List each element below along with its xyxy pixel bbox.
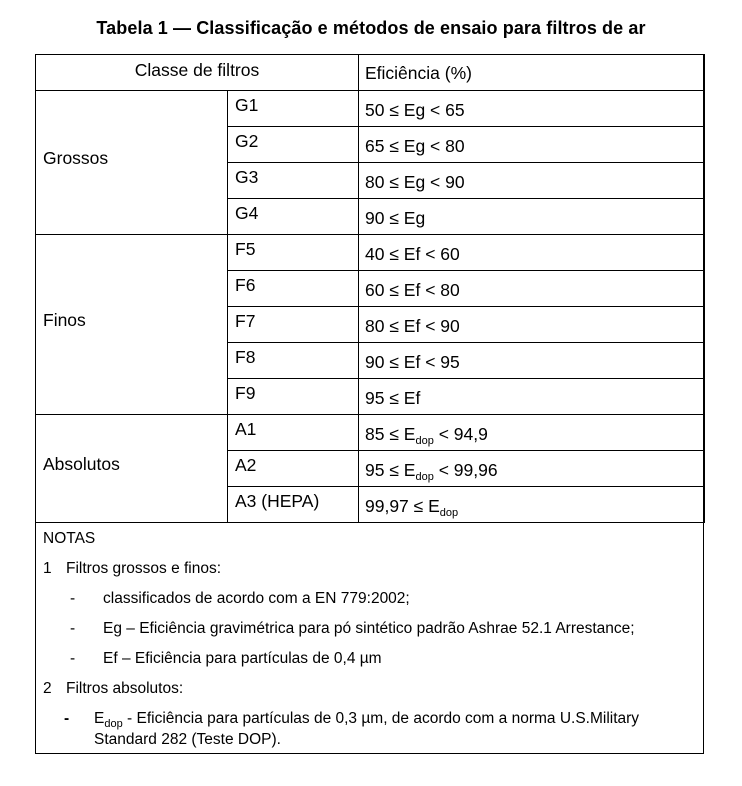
eff-sub: dop bbox=[439, 507, 459, 519]
header-class: Classe de filtros bbox=[36, 55, 359, 91]
group-finos: Finos bbox=[36, 235, 228, 415]
eff-pre: 85 ≤ E bbox=[365, 424, 416, 444]
note-1-dash: - bbox=[70, 650, 76, 667]
header-efficiency: Eficiência (%) bbox=[359, 55, 705, 91]
class-code: F9 bbox=[228, 379, 359, 415]
note-1-dash: - bbox=[70, 590, 76, 607]
eff-post: < 94,9 bbox=[433, 424, 488, 444]
class-code: A2 bbox=[228, 451, 359, 487]
eff-pre: 95 ≤ E bbox=[365, 460, 416, 480]
note-2-dash: - bbox=[64, 710, 70, 727]
note-1-item: Eg – Eficiência gravimétrica para pó sintético padrão Ashrae 52.1 Arrestance; bbox=[103, 620, 635, 637]
efficiency-value: 80 ≤ Ef < 90 bbox=[359, 307, 705, 343]
notes-heading: NOTAS bbox=[43, 530, 96, 547]
class-code: G1 bbox=[228, 91, 359, 127]
note-2-item-line1 bbox=[94, 710, 639, 730]
eff-pre: 99,97 ≤ E bbox=[365, 496, 440, 516]
class-code: F7 bbox=[228, 307, 359, 343]
note-1-dash: - bbox=[70, 620, 76, 637]
note-1-number: 1 bbox=[43, 560, 52, 577]
class-code: A3 (HEPA) bbox=[228, 487, 359, 523]
class-code: G4 bbox=[228, 199, 359, 235]
table-title: Tabela 1 — Classificação e métodos de ensaio para filtros de ar bbox=[96, 18, 646, 38]
efficiency-value: 40 ≤ Ef < 60 bbox=[359, 235, 705, 271]
efficiency-value: 80 ≤ Eg < 90 bbox=[359, 163, 705, 199]
class-code: G3 bbox=[228, 163, 359, 199]
eff-sub: dop bbox=[415, 471, 434, 483]
note-2-number: 2 bbox=[43, 680, 52, 697]
class-code: F6 bbox=[228, 271, 359, 307]
efficiency-value: 50 ≤ Eg < 65 bbox=[359, 91, 705, 127]
efficiency-value: 90 ≤ Eg bbox=[359, 199, 705, 235]
note-1-item: classificados de acordo com a EN 779:2002; bbox=[103, 590, 410, 607]
class-code: F5 bbox=[228, 235, 359, 271]
note-2-item-line2: Standard 282 (Teste DOP). bbox=[94, 731, 281, 748]
efficiency-value: 95 ≤ Ef bbox=[359, 379, 705, 415]
efficiency-value: 90 ≤ Ef < 95 bbox=[359, 343, 705, 379]
note-2-text: Filtros absolutos: bbox=[66, 680, 184, 697]
group-grossos: Grossos bbox=[36, 91, 228, 235]
note-1-item: Ef – Eficiência para partículas de 0,4 µm bbox=[103, 650, 382, 667]
note-2-item-sub: dop bbox=[104, 718, 123, 730]
notes-frame bbox=[35, 54, 704, 754]
eff-sub: dop bbox=[415, 435, 434, 447]
efficiency-value: 60 ≤ Ef < 80 bbox=[359, 271, 705, 307]
note-1-text: Filtros grossos e finos: bbox=[66, 560, 222, 577]
efficiency-value: 65 ≤ Eg < 80 bbox=[359, 127, 705, 163]
note-2-item-pre: E bbox=[94, 710, 105, 727]
class-code: F8 bbox=[228, 343, 359, 379]
eff-post: < 99,96 bbox=[433, 460, 498, 480]
group-absolutos: Absolutos bbox=[36, 415, 228, 523]
class-code: G2 bbox=[228, 127, 359, 163]
class-code: A1 bbox=[228, 415, 359, 451]
note-2-item-text: - Eficiência para partículas de 0,3 µm, de acordo com a norma U.S.Military bbox=[122, 710, 640, 727]
